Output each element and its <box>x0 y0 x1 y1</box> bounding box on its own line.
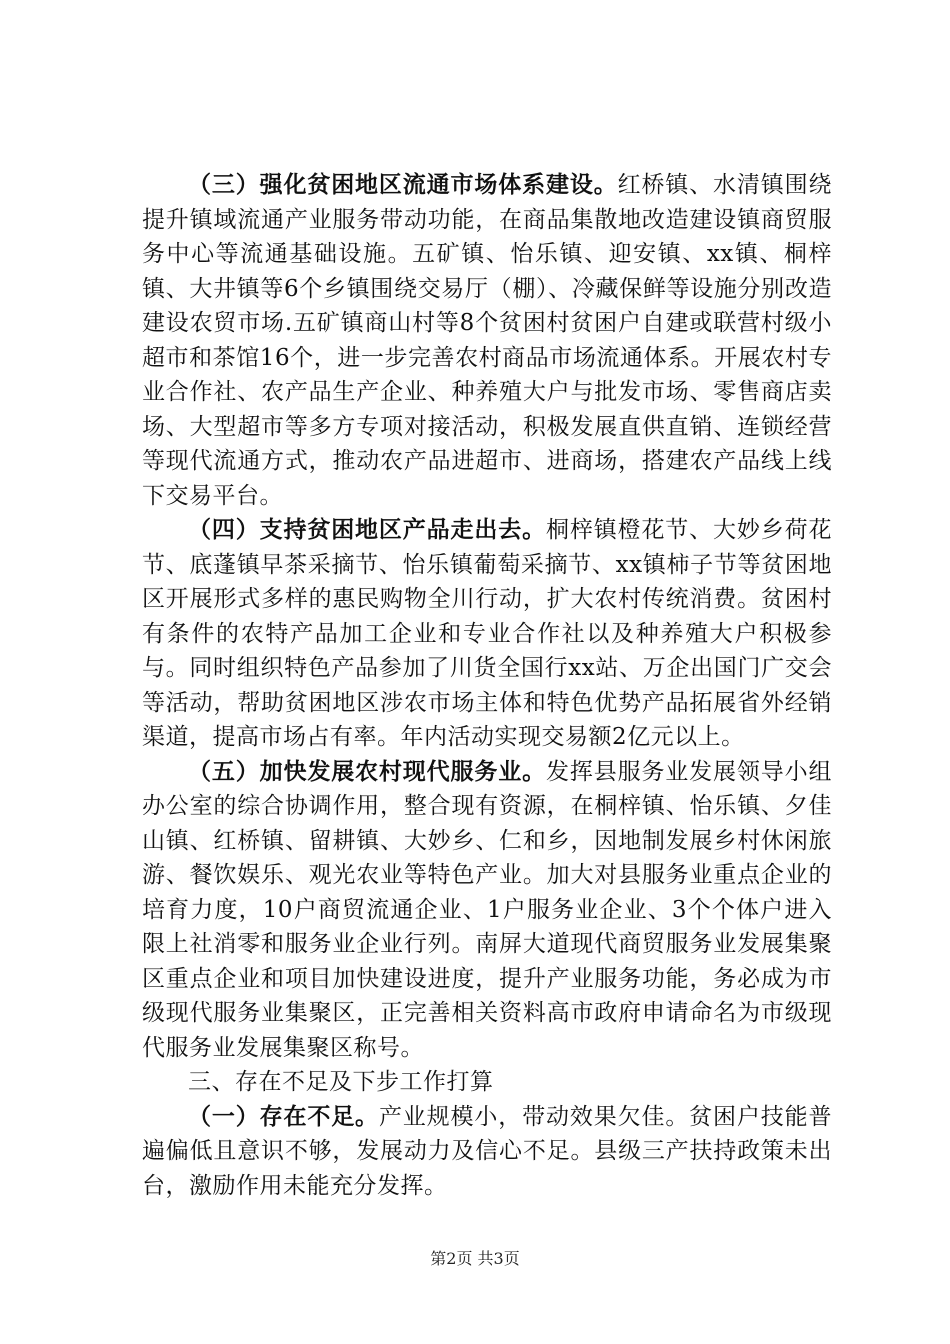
paragraph-body: 产业规模小，带动效果欠佳。贫困户技能普遍偏低且意识不够，发展动力及信心不足。县级三产扶持政策未出台，激励作用未能充分发挥。 <box>142 1103 833 1199</box>
paragraph-shortcomings <box>142 1100 832 1204</box>
paragraph-products-go-out <box>142 513 832 755</box>
paragraph-body: 发挥县服务业发展领导小组办公室的综合协调作用，整合现有资源，在桐梓镇、怡乐镇、夕佳山镇、红桥镇、留耕镇、大妙乡、仁和乡，因地制发展乡村休闲旅游、餐饮娱乐、观光农业等特色产业。加大对县服务业重点企业的培育力度，10户商贸流通企业、1户服务业企业、3个个体户进入限上社消零和服务业企业行列。南屏大道现代商贸服务业发展集聚区重点企业和项目加快建设进度，提升产业服务功能，务必成为市级现代服务业集聚区，正完善相关资料高市政府申请命名为市级现代服务业发展集聚区称号。 <box>142 758 833 1061</box>
paragraph-modern-services <box>142 755 832 1066</box>
paragraph-body: 桐梓镇橙花节、大妙乡荷花节、底蓬镇早茶采摘节、怡乐镇葡萄采摘节、xx镇柿子节等贫困地区开展形式多样的惠民购物全川行动，扩大农村传统消费。贫困村有条件的农特产品加工企业和专业合作社以及种养殖大户积极参与。同时组织特色产品参加了川货全国行xx站、万企出国门广交会等活动，帮助贫困地区涉农市场主体和特色优势产品拓展省外经销渠道，提高市场占有率。年内活动实现交易额2亿元以上。 <box>142 517 833 750</box>
paragraph-lead: （三）强化贫困地区流通市场体系建设。 <box>188 171 618 198</box>
paragraph-market-system <box>142 168 832 513</box>
section-heading: 三、存在不足及下步工作打算 <box>188 1069 494 1095</box>
paragraph-lead: （五）加快发展农村现代服务业。 <box>188 757 546 785</box>
page-number-footer: 第2页 共3页 <box>430 1249 520 1268</box>
paragraph-body: 红桥镇、水清镇围绕提升镇域流通产业服务带动功能，在商品集散地改造建设镇商贸服务中心等流通基础设施。五矿镇、怡乐镇、迎安镇、xx镇、桐梓镇、大井镇等6个乡镇围绕交易厅（棚）、冷藏保鲜等设施分别改造建设农贸市场.五矿镇商山村等8个贫困村贫困户自建或联营村级小超市和茶馆16个，进一步完善农村商品市场流通体系。开展农村专业合作社、农产品生产企业、种养殖大户与批发市场、零售商店卖场、大型超市等多方专项对接活动，积极发展直供直销、连锁经营等现代流通方式，推动农产品进超市、进商场，搭建农产品线上线下交易平台。 <box>142 172 833 509</box>
paragraph-lead: （四）支持贫困地区产品走出去。 <box>188 516 546 543</box>
document-body <box>142 168 832 1203</box>
paragraph-lead: （一）存在不足。 <box>188 1102 379 1130</box>
